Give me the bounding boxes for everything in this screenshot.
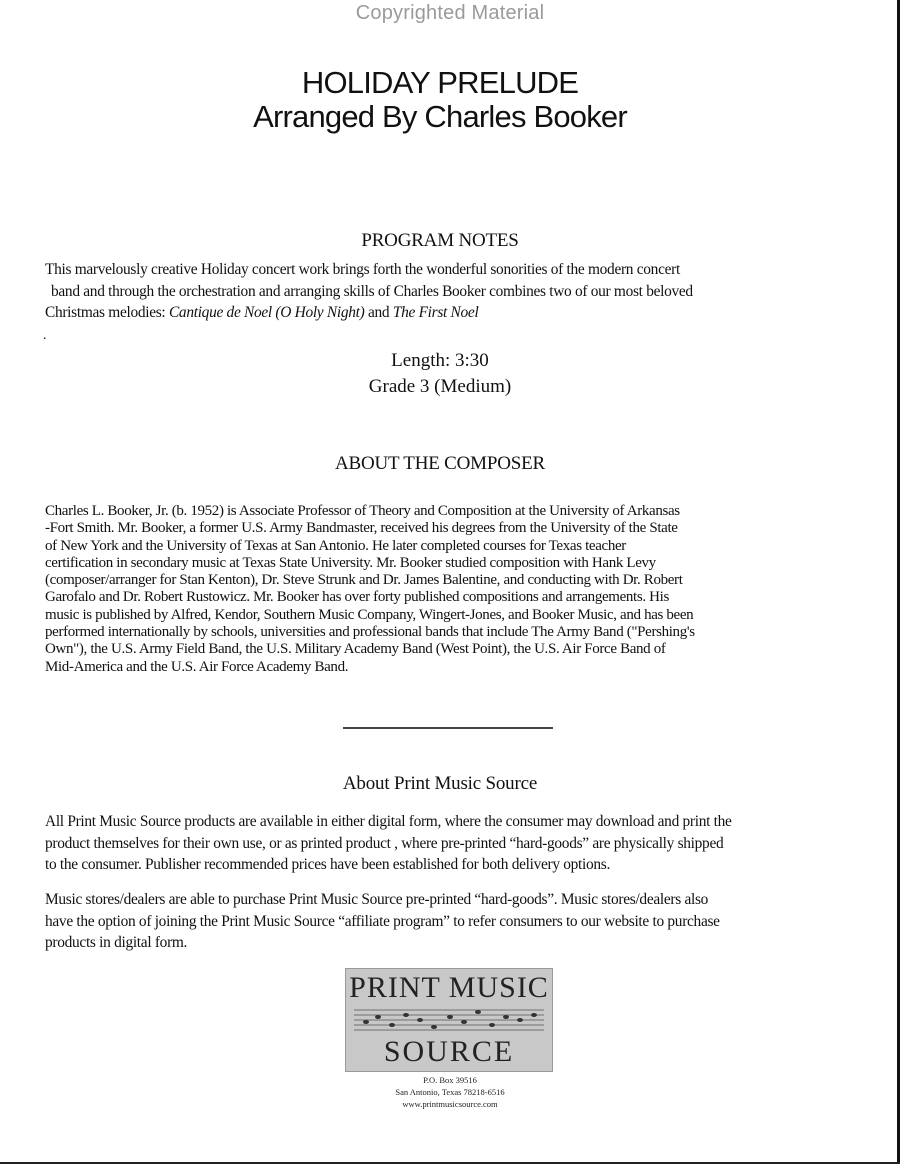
- bio-line: Charles L. Booker, Jr. (b. 1952) is Associate Professor of Theory and Composition at the University of Arkansas: [45, 503, 680, 519]
- music-staff-icon: [354, 1007, 544, 1033]
- bio-line: music is published by Alfred, Kendor, Southern Music Company, Wingert-Jones, and Booker Music, and has been: [45, 606, 694, 623]
- page-title: [0, 66, 880, 134]
- bio-line: -Fort Smith. Mr. Booker, a former U.S. Army Bandmaster, received his degrees from the University of the State: [45, 520, 678, 537]
- subtitle-line: Arranged By Charles Booker: [253, 99, 627, 134]
- address-block: [0, 1074, 900, 1110]
- pms-paragraph-2: [45, 889, 875, 954]
- length-value: Length: 3:30: [391, 350, 489, 371]
- bio-line: Own"), the U.S. Army Field Band, the U.S. Military Academy Band (West Point), the U.S. Air Force Band of: [45, 641, 666, 658]
- program-notes-line: band and through the orchestration and arranging skills of Charles Booker combines two of our most beloved: [51, 282, 693, 300]
- city-line: San Antonio, Texas 78218-6516: [395, 1087, 505, 1097]
- song-title-2: The First Noel: [392, 304, 479, 321]
- program-notes-line: This marvelously creative Holiday concert work brings forth the wonderful sonorities of the modern concert: [45, 261, 680, 278]
- stray-mark: .: [43, 328, 47, 343]
- pms-paragraph-1: [45, 811, 875, 876]
- composer-bio: [45, 503, 875, 676]
- logo-line-2: SOURCE: [383, 1035, 515, 1068]
- bio-line: performed internationally by schools, universities and professional bands that include The Army Band ("Pershing's: [45, 624, 695, 641]
- po-box: P.O. Box 39516: [423, 1075, 477, 1085]
- program-notes-body: [45, 259, 875, 324]
- website-link[interactable]: www.printmusicsource.com: [402, 1099, 498, 1109]
- bio-line: Mid-America and the U.S. Air Force Academy Band.: [45, 658, 349, 675]
- bio-line: certification in secondary music at Texas State University. Mr. Booker studied composition with Hank Levy: [45, 554, 656, 571]
- pms-line: have the option of joining the Print Music Source “affiliate program” to refer consumers to our website to purchase: [45, 912, 720, 930]
- about-composer-heading: ABOUT THE COMPOSER: [334, 453, 545, 474]
- piece-details: [0, 348, 880, 400]
- print-music-source-logo: [345, 968, 553, 1072]
- pms-line: All Print Music Source products are available in either digital form, where the consumer may download and print the: [45, 813, 732, 830]
- bio-line: Garofalo and Dr. Robert Rustowicz. Mr. Booker has over forty published compositions and arrangements. His: [45, 589, 669, 606]
- and-text: and: [364, 304, 393, 321]
- program-notes-heading: PROGRAM NOTES: [361, 230, 519, 251]
- logo-line-1: PRINT MUSIC: [349, 971, 549, 1004]
- title-line: HOLIDAY PRELUDE: [301, 65, 579, 100]
- section-divider: [343, 727, 553, 729]
- bio-line: of New York and the University of Texas at San Antonio. He later completed courses for Texas teacher: [45, 537, 626, 554]
- copyright-watermark: Copyrighted Material: [355, 2, 545, 24]
- program-notes-line: [45, 302, 875, 324]
- grade-value: Grade 3 (Medium): [368, 376, 512, 397]
- song-title-1: Cantique de Noel (O Holy Night): [168, 304, 365, 321]
- pms-line: product themselves for their own use, or as printed product , where pre-printed “hard-goods” are physically shipped: [45, 834, 724, 852]
- bio-line: (composer/arranger for Stan Kenton), Dr. Steve Strunk and Dr. James Balentine, and conducting with Dr. Robert: [45, 572, 683, 589]
- pms-line: products in digital form.: [45, 934, 188, 951]
- pms-line: to the consumer. Publisher recommended prices have been established for both delivery options.: [45, 856, 611, 873]
- pms-line: Music stores/dealers are able to purchase Print Music Source pre-printed “hard-goods”. Music stores/dealers also: [45, 891, 709, 908]
- about-pms-heading: About Print Music Source: [342, 773, 538, 794]
- melodies-prefix: Christmas melodies:: [45, 304, 169, 321]
